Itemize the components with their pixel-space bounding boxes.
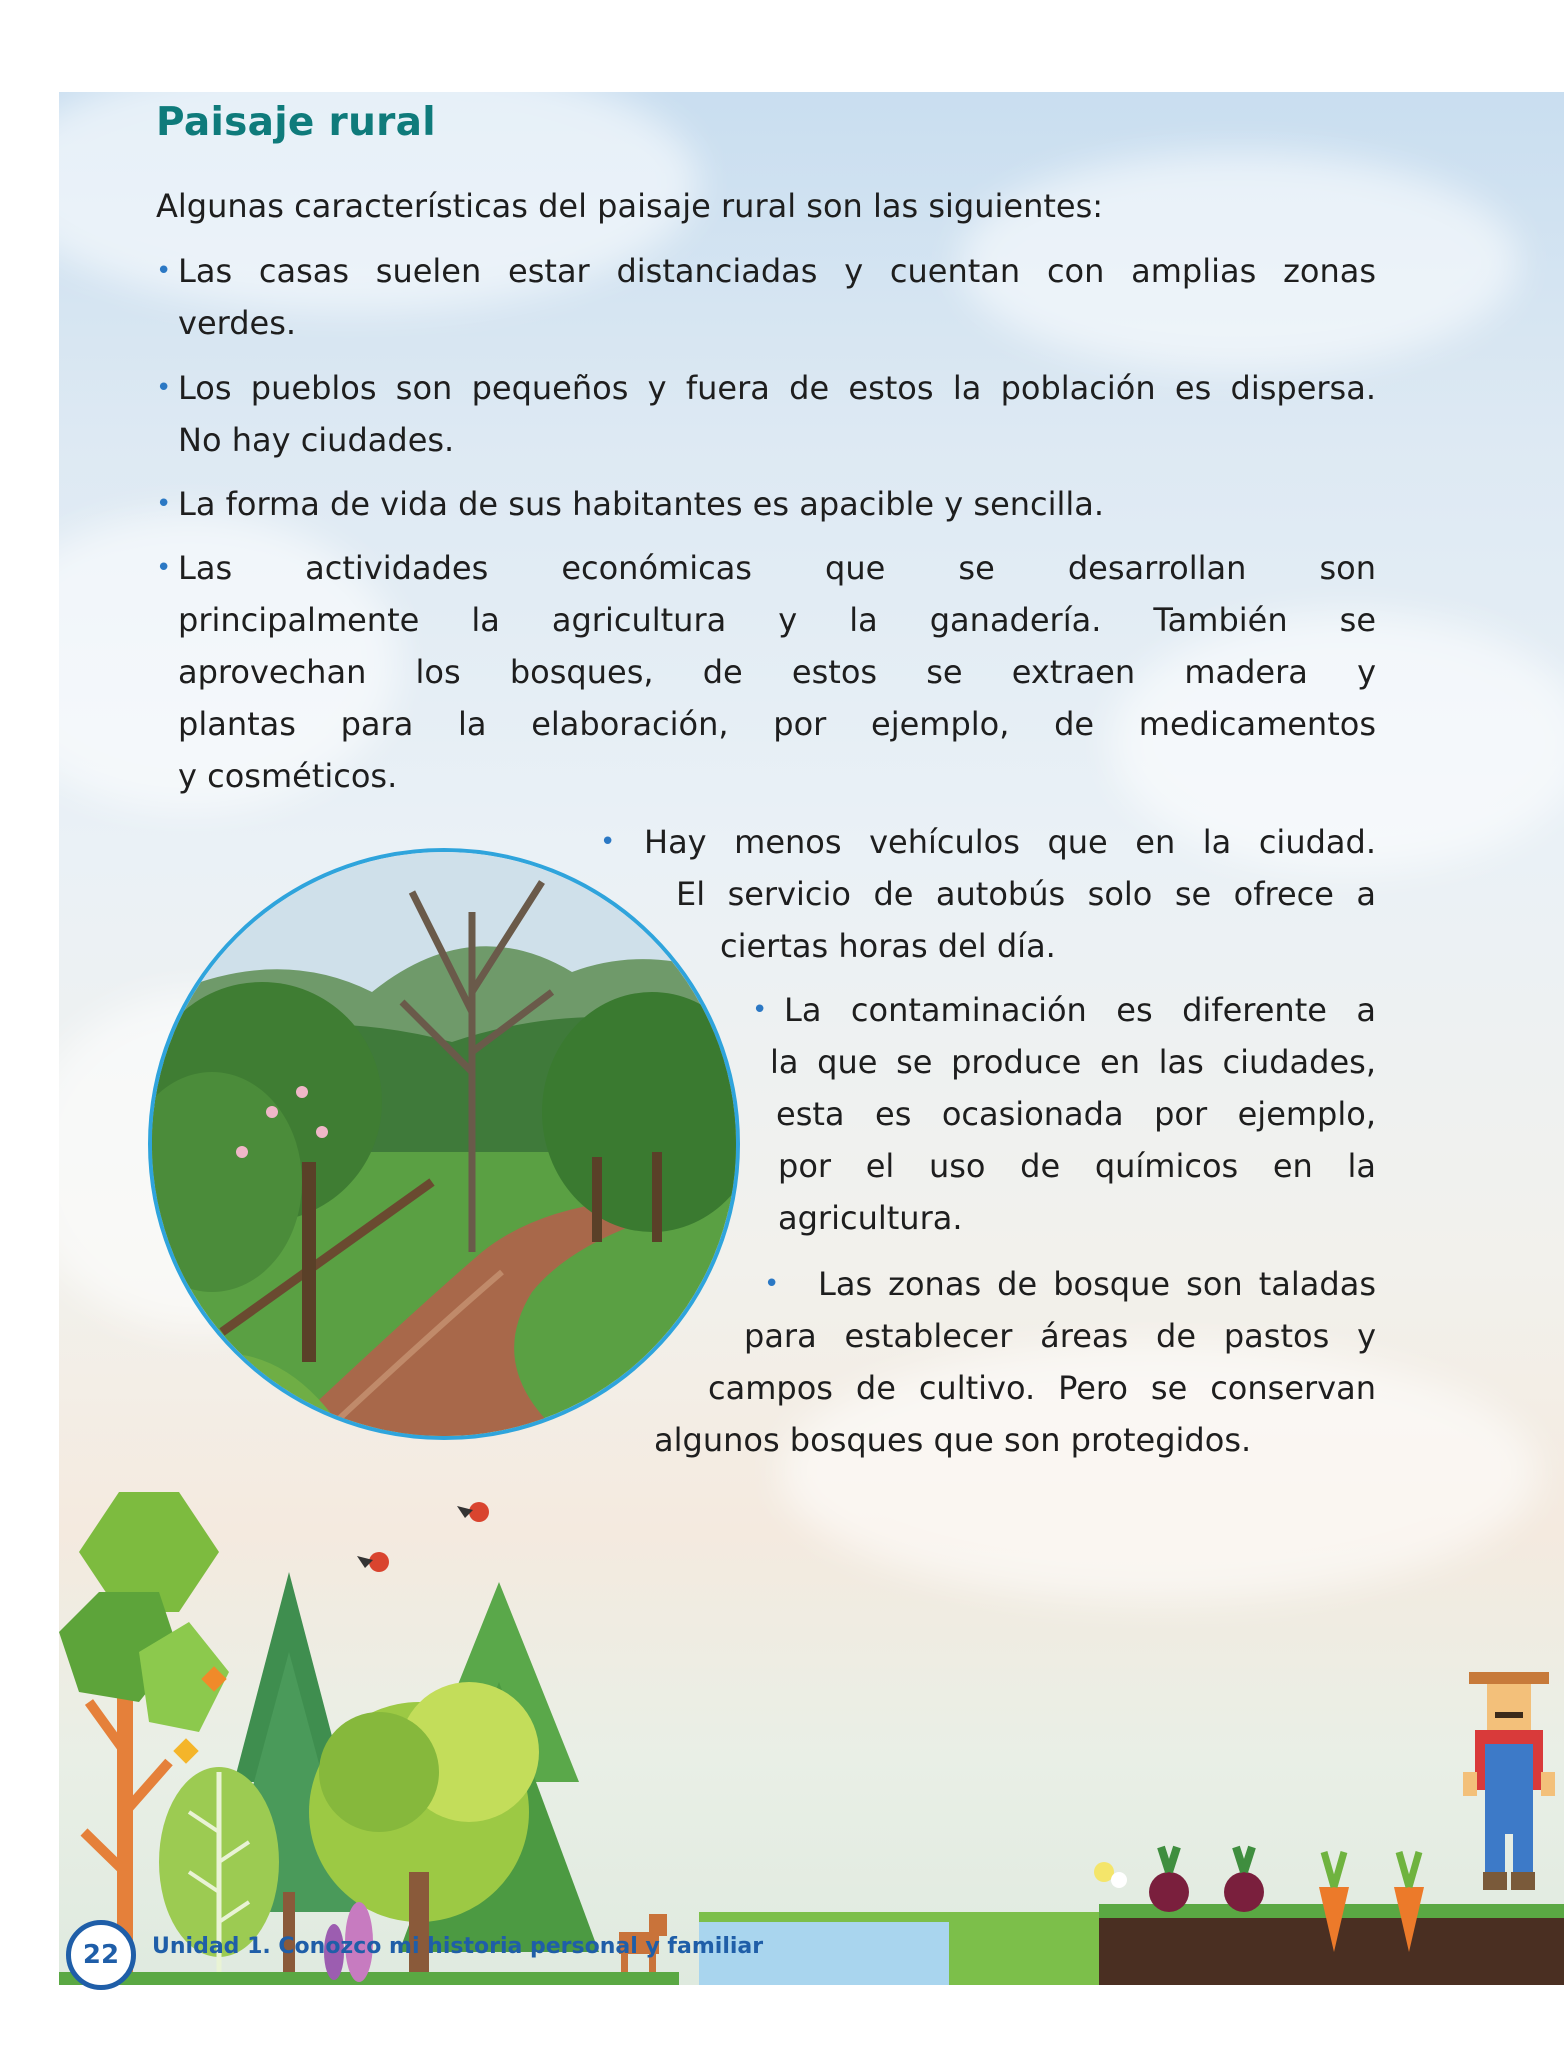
bullet-line: Hay menos vehículos que en la ciudad. bbox=[644, 823, 1376, 861]
bullet-line: y cosméticos. bbox=[178, 757, 398, 795]
forest-illustration bbox=[59, 1452, 679, 1985]
bullet-item-houses bbox=[156, 245, 1376, 349]
bullet-line: verdes. bbox=[178, 304, 297, 342]
bullet-line: Las zonas de bosque son taladas bbox=[818, 1265, 1376, 1303]
bullet-dot: • bbox=[600, 827, 616, 857]
bullet-line: Los pueblos son pequeños y fuera de estos la población es dispersa. bbox=[178, 369, 1376, 407]
bullet-dot: • bbox=[752, 995, 768, 1025]
bullet-line: esta es ocasionada por ejemplo, bbox=[776, 1095, 1376, 1133]
bullet-item-towns bbox=[156, 362, 1376, 466]
bullet-line: No hay ciudades. bbox=[178, 421, 455, 459]
bullet-line: plantas para la elaboración, por ejemplo, de medicamentos bbox=[178, 705, 1376, 743]
unit-label: Unidad 1. Conozco mi historia personal y familiar bbox=[152, 1934, 764, 1959]
bullet-line: la que se produce en las ciudades, bbox=[770, 1043, 1376, 1081]
bullet-line: ciertas horas del día. bbox=[720, 927, 1056, 965]
bullet-dot: • bbox=[764, 1269, 780, 1299]
bullet-line: algunos bosques que son protegidos. bbox=[654, 1421, 1252, 1459]
bullet-dot: • bbox=[156, 553, 172, 583]
bullet-item-pollution bbox=[752, 984, 1376, 1244]
farmer-figure bbox=[1463, 1672, 1555, 1890]
page-number: 22 bbox=[66, 1920, 136, 1990]
bullet-line: Las actividades económicas que se desarrollan son bbox=[178, 549, 1376, 587]
bullet-item-forests bbox=[652, 1258, 1376, 1466]
bullet-dot: • bbox=[156, 373, 172, 403]
bullet-line: aprovechan los bosques, de estos se extraen madera y bbox=[178, 653, 1376, 691]
farm-illustration bbox=[699, 1672, 1564, 1985]
bullet-item-economy bbox=[156, 542, 1376, 802]
bullet-dot: • bbox=[156, 256, 172, 286]
bullet-line: por el uso de químicos en la bbox=[778, 1147, 1376, 1185]
bullet-dot: • bbox=[156, 489, 172, 519]
section-title: Paisaje rural bbox=[156, 100, 436, 145]
bullet-line: campos de cultivo. Pero se conservan bbox=[708, 1369, 1376, 1407]
bullet-item-lifestyle bbox=[156, 478, 1376, 530]
bullet-line: principalmente la agricultura y la ganadería. También se bbox=[178, 601, 1376, 639]
bullet-line: para establecer áreas de pastos y bbox=[744, 1317, 1376, 1355]
bullet-line: La contaminación es diferente a bbox=[784, 991, 1376, 1029]
bullet-line: La forma de vida de sus habitantes es apacible y sencilla. bbox=[178, 485, 1105, 523]
bullet-line: agricultura. bbox=[778, 1199, 963, 1237]
bullet-line: El servicio de autobús solo se ofrece a bbox=[676, 875, 1376, 913]
intro-text: Algunas características del paisaje rural son las siguientes: bbox=[156, 187, 1104, 225]
bullet-line: Las casas suelen estar distanciadas y cuentan con amplias zonas bbox=[178, 252, 1376, 290]
bullet-item-vehicles bbox=[600, 816, 1376, 972]
